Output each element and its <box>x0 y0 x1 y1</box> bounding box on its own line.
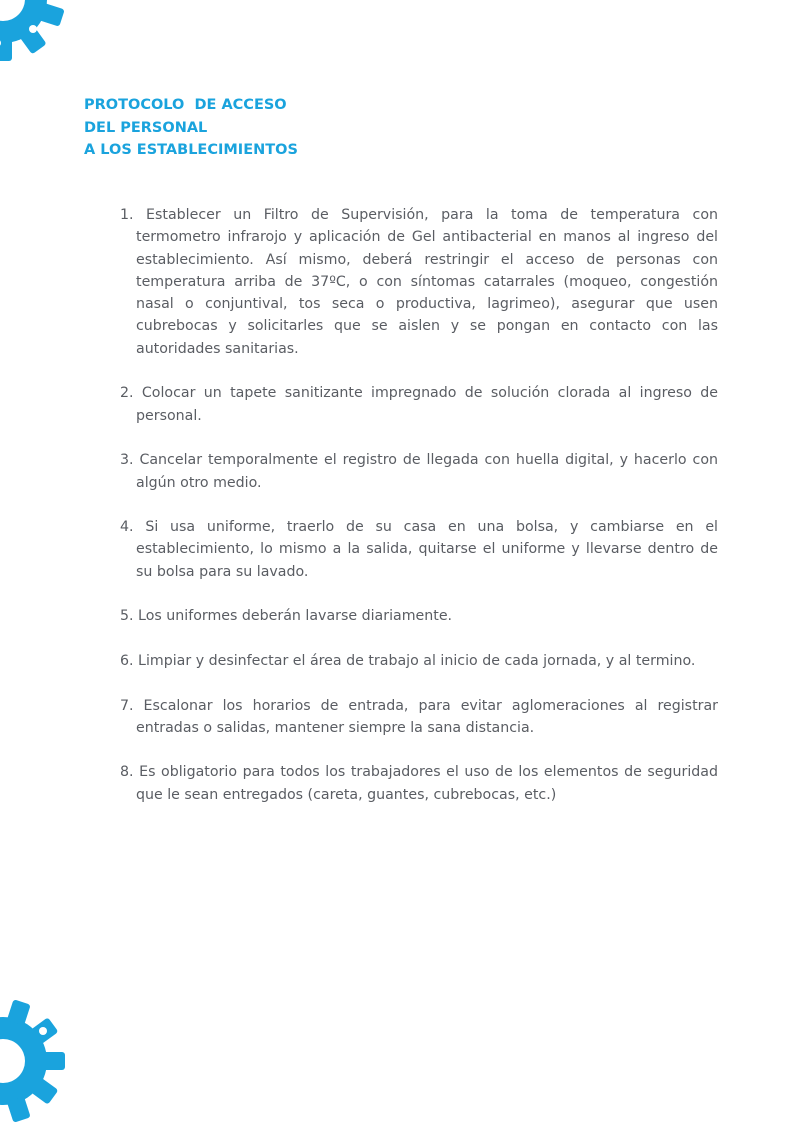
gear-icon <box>0 0 68 64</box>
title-line-2: DEL PERSONAL <box>84 119 208 136</box>
gear-icon <box>0 996 68 1126</box>
page-title <box>84 94 298 162</box>
list-item: 1. Establecer un Filtro de Supervisión, para la toma de temperatura con termometro infrarojo y aplicación de Gel antibacterial en manos al ingreso del establecimiento. Así mismo, deberá restringir el acceso de personas con temperatura arriba de 37ºC, o con síntomas catarrales (moqueo, congestión nasal o conjuntival, tos seca o productiva, lagrimeo), asegurar que usen cubrebocas y solicitarles que se aislen y se pongan en contacto con las autoridades sanitarias. <box>120 207 718 357</box>
list-item: 2. Colocar un tapete sanitizante impregnado de solución clorada al ingreso de personal. <box>120 385 718 424</box>
list-item: 8. Es obligatorio para todos los trabajadores el uso de los elementos de seguridad que le sean entregados (careta, guantes, cubrebocas, etc.) <box>120 764 718 803</box>
list-item: 4. Si usa uniforme, traerlo de su casa en una bolsa, y cambiarse en el establecimiento, lo mismo a la salida, quitarse el uniforme y llevarse dentro de su bolsa para su lavado. <box>120 519 718 580</box>
title-line-3: A LOS ESTABLECIMIENTOS <box>84 142 298 158</box>
list-item: 6. Limpiar y desinfectar el área de trabajo al inicio de cada jornada, y al termino. <box>120 652 696 669</box>
list-item: 7. Escalonar los horarios de entrada, para evitar aglomeraciones al registrar entradas o salidas, mantener siempre la sana distancia. <box>120 697 718 736</box>
list-item: 5. Los uniformes deberán lavarse diariamente. <box>120 608 453 625</box>
title-line-1: PROTOCOLO DE ACCESO <box>84 97 287 113</box>
list-item: 3. Cancelar temporalmente el registro de llegada con huella digital, y hacerlo con algún otro medio. <box>120 452 718 491</box>
protocol-list <box>120 204 718 828</box>
